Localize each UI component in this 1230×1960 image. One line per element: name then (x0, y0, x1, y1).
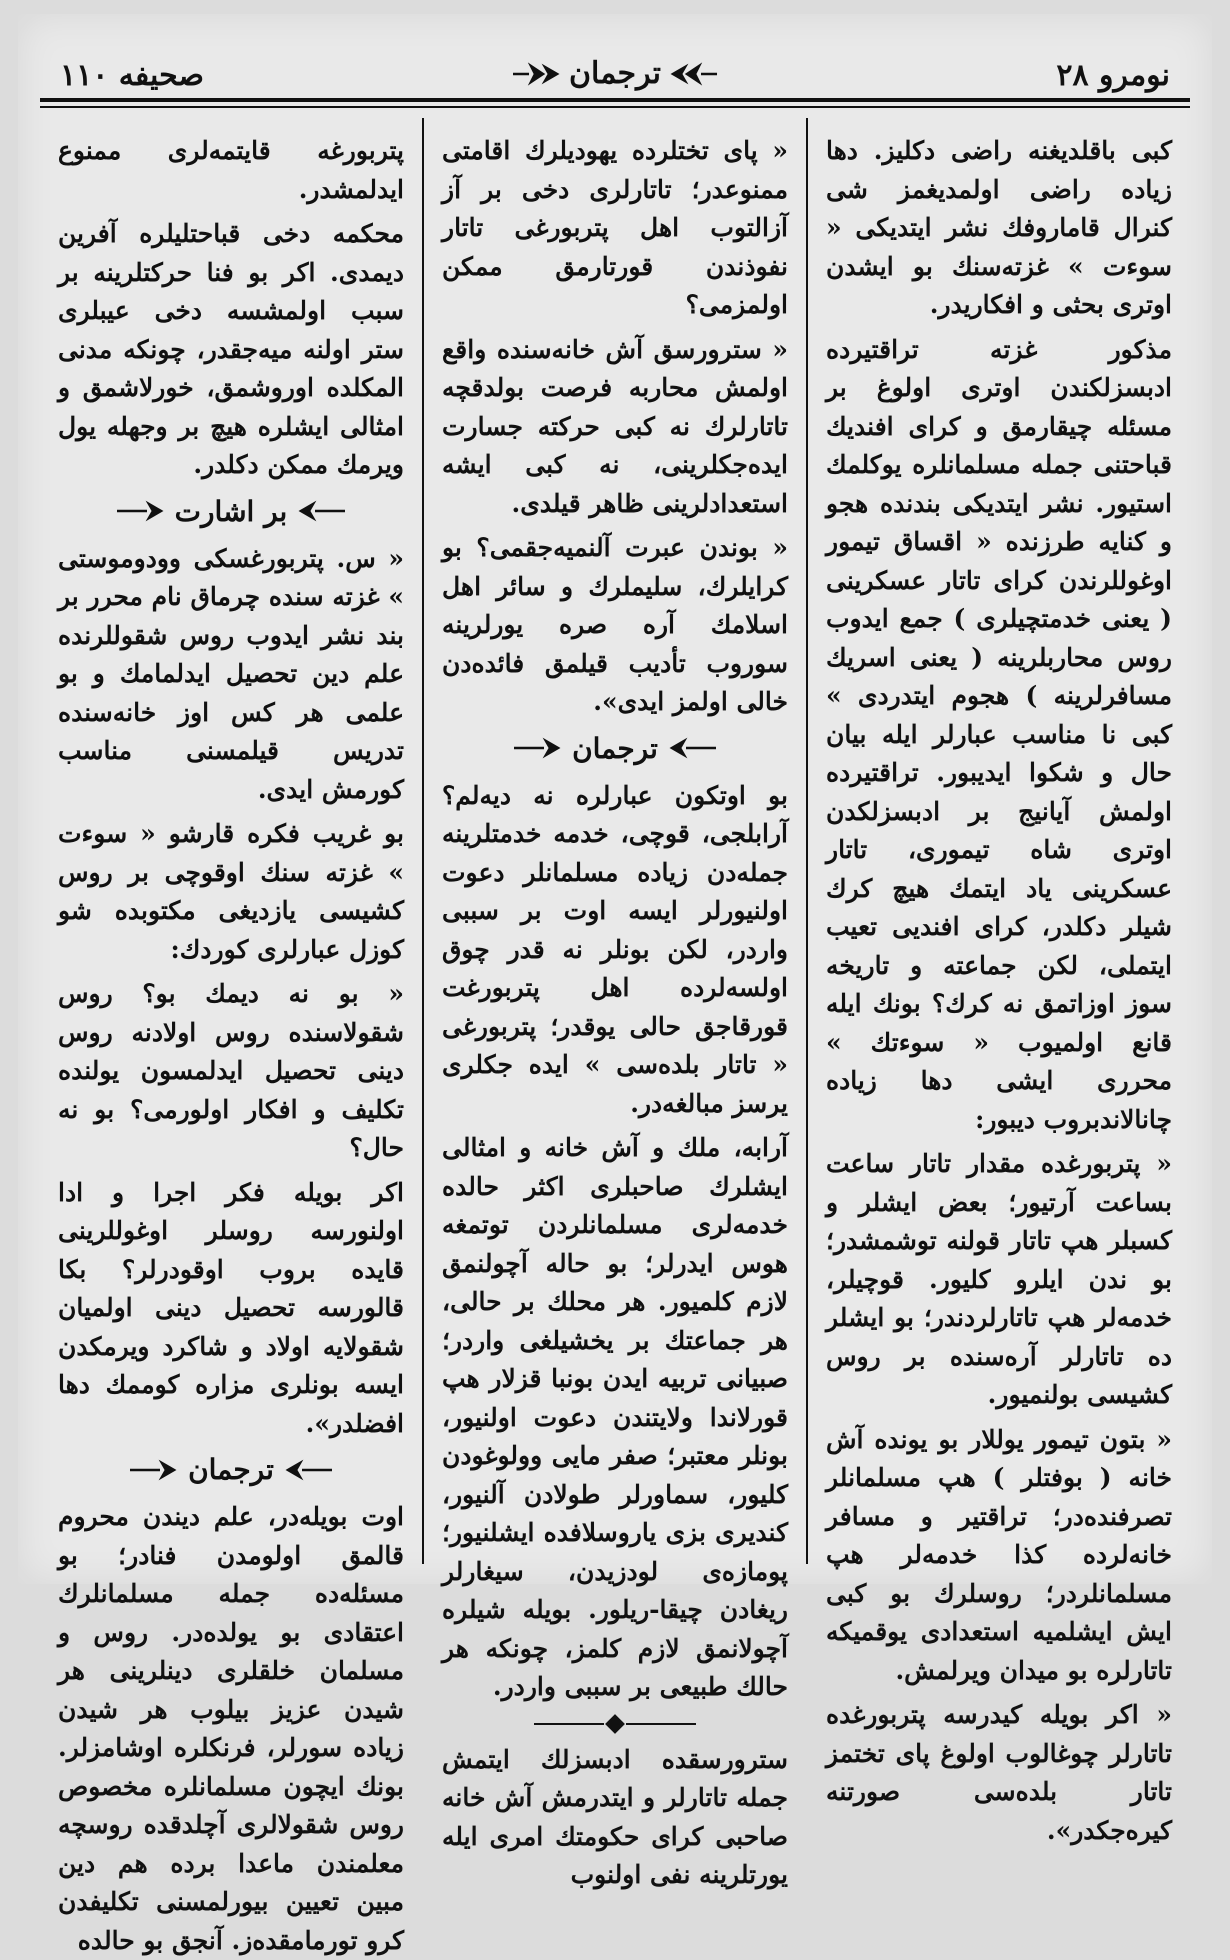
paragraph: اوت بويله‌در، علم ديندن محروم قالمق اولومدن فنادر؛ بو مسئله‌ده جمله مسلمانلرك اعتقادى بو يولده‌در. روس و مسلمان خلقلرى دينلرينى هر شيدن عزيز بيلوب هر شيدن زياده سورلر، فرنكلره اوشامزلر. بونك ايچون مسلمانلره مخصوص روس شقولالرى آچلدقده روسچه معلمندن ماعدا برده هم دين مبين تعيين بيورلمسنى تكليفدن كرو تورمامقده‌ز. آنجق بو حالده (58, 1502, 404, 1955)
page-header (48, 52, 1182, 104)
paragraph: « سترورسق آش خانه‌سنده واقع اولمش محاربه فرصت بولدقچه تاتارلرك نه كبى حركته جسارت ايده‌جكلرينى، نه كبى ايشه استعدادلرينى ظاهر قيلدى. (442, 334, 788, 518)
paragraph: آرابه، ملك و آش خانه و امثالى ايشلرك صاحبلرى اكثر حالده خدمه‌لرى مسلمانلردن توتمغه هوس ايدرلر؛ بو حاله آچولنمق لازم كلميور. هر محلك بر حالى، هر جماعتك بر يخشيلغى واردر؛ صبيانى تربيه ايدن بونبا قزلار هپ قورلاندا ولايتندن دعوت اولنيور، بونلر معتبر؛ صفر مايى وولوغودن كليور، سماورلر طولادن آلنيور، كنديرى بزى ياروسلافده ايشلنيور؛ پومازه‌ى لودزيدن، سيغارلر ريغادن چيقا-ريلور. بويله شيلره آچولانمق لازم كلمز، چونكه هر حالك طبيعى بر سببى واردر. (442, 1133, 788, 1701)
ornament-icon (286, 1459, 334, 1481)
header-rule-thin (40, 106, 1190, 108)
section-title (442, 732, 788, 765)
paragraph: محكمه دخى قباحتليلره آفرين ديمدى. اكر بو فنا حركتلرينه بر سبب اولمشسه دخى عيبلرى ستر اولنه ميه‌جقدر، چونكه مدنى المكلده اوروشمق، خورلاشمق و امثالى ايشلره هيچ بر وجهله يول ويرمك ممكن دكلدر. (58, 219, 404, 479)
paragraph: « بوندن عبرت آلنميه‌جقمى؟ بو كرايلرك، سليملرك و سائر اهل اسلامك آره صره يورلرينه سوروب تأديب قيلمق فائده‌دن خالى اولمز ايدى». (442, 533, 788, 716)
divider (442, 1717, 788, 1731)
section-title-text: ترجمان (188, 1453, 274, 1486)
issue-number: نومرو ۲۸ (1056, 58, 1170, 93)
paragraph: پتربورغه قايتمه‌لرى ممنوع ايدلمشدر. (58, 136, 404, 204)
paragraph: اكر بويله فكر اجرا و ادا اولنورسه روسلر اوغوللرينى قايده بروب اوقودرلر؟ بكا قالورسه تحصيل دينى اولميان شقولايه اولاد و شاكرد ويرمكدن ايسه بونلرى مزاره كوممك دها افضلدر». (58, 1177, 404, 1438)
paragraph: بو اوتكون عبارلره نه ديه‌لم؟ آرابلجى، قوچى، خدمه خدمتلرينه جمله‌دن زياده مسلمانلر دعوت اولنيورلر ايسه اوت بر سببى واردر، لكن بونلر نه قدر چوق اولسه‌لرده اهل پتربورغت قورقاجق حالى يوقدر؛ پتربورغى « تاتار بلده‌سى » ايده جكلرى يرسز مبالغه‌در. (442, 780, 788, 1118)
section-title-text: بر اشارت (174, 494, 288, 528)
column-middle (424, 118, 808, 1889)
page-number: صحیفه ۱۱۰ (60, 58, 204, 93)
section-title-text: ترجمان (572, 731, 658, 765)
column-right (808, 118, 1190, 1845)
header-rule (40, 98, 1190, 102)
paragraph: « اكر بويله كيدرسه پتربورغده تاتارلر چوغالوب اولوغ پاى تختمز تاتار بلده‌سى صورتنه كيره‌جكدر». (826, 1700, 1172, 1845)
paragraph: « پتربورغده مقدار تاتار ساعت بساعت آرتيور؛ بعض ايشلر و كسبلر هپ تاتار قولنه توشمشدر؛ بو ندن ايلرو كليور. قوچيلر، خدمه‌لر هپ تاتارلردندر؛ بو ايشلر ده تاتارلر آره‌سنده بر روس كشيسى بولنميور. (826, 1149, 1172, 1409)
ornament-icon (128, 1459, 176, 1481)
newspaper-page (18, 14, 1212, 1955)
ornament-icon (511, 63, 559, 85)
paragraph: كبى باقلديغنه راضى دكليز. دها زياده راضى اولمديغمز شى كنرال قاماروفك نشر ايتديكى « سوءت » غزته‌سنك بو ايشدن اوترى بحثى و افكاريدر. (826, 136, 1172, 319)
ornament-icon (115, 500, 163, 522)
ornament-icon (670, 737, 718, 759)
ornament-icon (299, 500, 347, 522)
paragraph: « پاى تختلرده يهوديلرك اقامتى ممنوعدر؛ تاتارلرى دخى بر آز آزالتوب اهل پتربورغى تاتار نفوذندن قورتارمق ممكن اولمزمى؟ (442, 136, 788, 319)
columns (40, 118, 1190, 1955)
paragraph: سترورسقده ادبسزلك ايتمش جمله تاتارلر و ايتدرمش آش خانه صاحبى كراى حكومتك امرى ايله يورتلرينه نفى اولنوب (442, 1744, 788, 1889)
section-title (58, 1453, 404, 1486)
ornament-icon (512, 737, 560, 759)
column-left (40, 118, 424, 1955)
section-title (58, 495, 404, 528)
ornament-icon (671, 63, 719, 85)
masthead (511, 56, 719, 91)
masthead-title: ترجمان (569, 56, 661, 91)
paragraph: بو غريب فكره قارشو « سوءت » غزته سنك اوقوچى بر روس كشيسى يازديغى مكتوبده شو كوزل عبارلرى كوردك: (58, 819, 404, 964)
paragraph: « بتون تيمور يوللار بو يونده آش خانه ( بوفتلر ) هپ مسلمانلر تصرفنده‌در؛ تراقتير و مسافر خانه‌لرده كذا خدمه‌لر هپ مسلمانلردر؛ روسلرك بو كبى ايش ايشلميه استعدادى يوقميكه تاتارلره بو ميدان ويرلمش. (826, 1424, 1172, 1685)
paragraph: مذكور غزته تراقتيرده ادبسزلكندن اوترى اولوغ بر مسئله چيقارمق و كراى افنديك قباحتنى جمله مسلمانلره يوكلمك استيور. نشر ايتديكى بندنده هجو و كنايه طرزنده « اقساق تيمور اوغوللرندن كراى تاتار عسكرينى ( يعنى خدمتچيلرى ) جمع ايدوب روس محاربلرينه ( يعنى اسريك مسافرلرينه ) هجوم ايتدردى » كبى نا مناسب عبارلر ايله بيان حال و شكوا ايديبور. تراقتيرده اولمش آيانيج بر ادبسزلكدن اوترى شاه تيمورى، تاتار عسكرينى ياد ايتمك هيچ كرك شيلر دكلدر، كراى افنديى تعيب ايتملى، لكن جماعته و تاريخه سوز اوزاتمق نه كرك؟ بونك ايله قانع اولميوب « سوءتك » محررى ايشى دها زياده چانالاندبروب ديبور: (826, 334, 1172, 1134)
paragraph: « س. پتربورغسكى وودوموستى » غزته سنده چرماق نام محرر بر بند نشر ايدوب روس شقوللرنده علم دين تحصيل ايدلمامك و بو علمى هر كس اوز خانه‌سنده تدريس قيلمسنى مناسب كورمش ايدى. (58, 543, 404, 804)
paragraph: « بو نه ديمك بو؟ روس شقولاسنده روس اولادنه روس دينى تحصيل ايدلمسون يولنده تكليف و افكار اولورمى؟ بو نه حال؟ (58, 979, 404, 1162)
